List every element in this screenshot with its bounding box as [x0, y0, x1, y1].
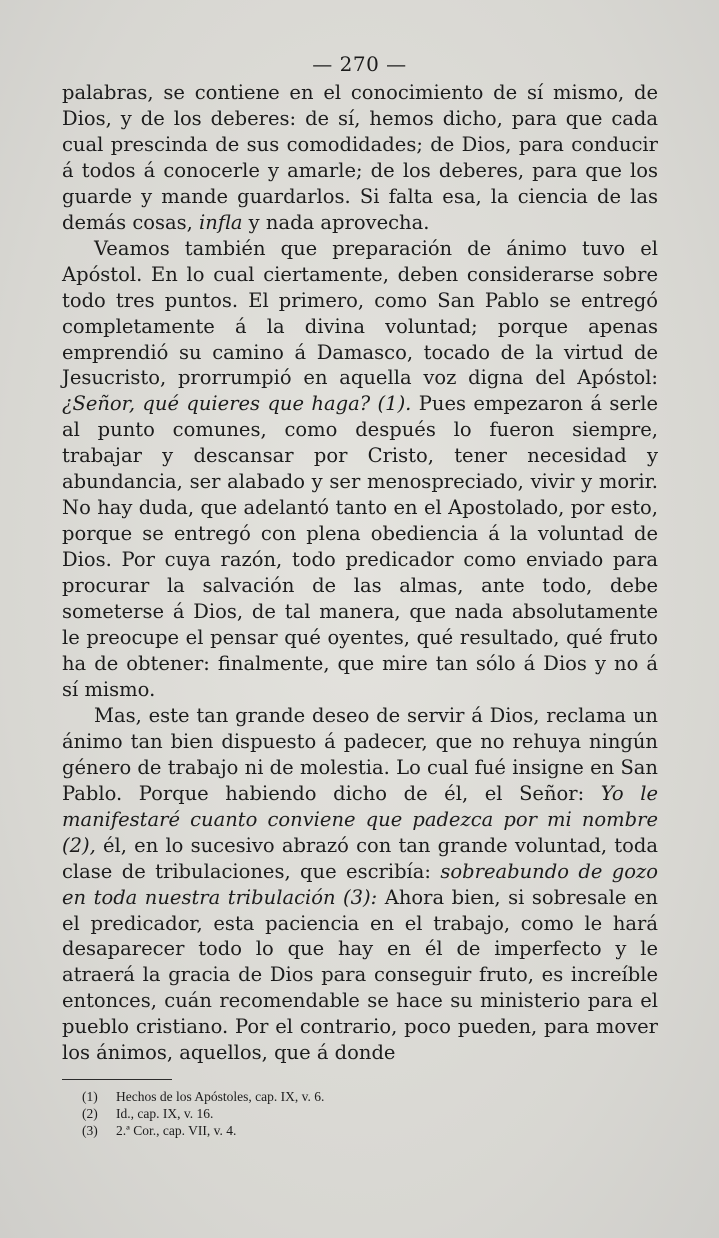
paragraph-1-text: palabras, se contiene en el conocimiento de sí mismo, de Dios, y de los deberes: de sí, hemos dicho, para que cada cual prescinda de sus comodidades; de Dios, para conducir á todos á conocerle y amarle; de los deberes, para que los guarde y mande guardarlos. Si falta esa, la ciencia de las demás cosas, — [62, 81, 658, 234]
paragraph-2-italic: ¿Señor, qué quieres que haga? (1). — [62, 392, 412, 416]
footnote-3 — [82, 1122, 642, 1139]
paragraph-3-italic-quote-1: Yo le manifestaré cuanto conviene que padezca por mi nombre (2), — [62, 781, 658, 857]
paragraph-2-end: Pues empezaron á serle al punto comunes, como después lo fueron siempre, trabajar y descansar por Cristo, tener necesidad y abundancia, ser alabado y ser menospreciado, vivir y morir. No hay duda, que adelantó tanto en el Apostolado, por esto, porque se entregó con plena obediencia á la voluntad de Dios. Por cuya razón, todo predicador como enviado para procurar la salvación de las almas, ante todo, debe someterse á Dios, de tal manera, que nada absolutamente le preocupe el pensar qué oyentes, qué resultado, qué fruto ha de obtener: finalmente, que mire tan sólo á Dios y no á sí mismo. — [62, 392, 658, 701]
footnote-3-mark: (3) — [82, 1123, 98, 1138]
paragraph-3-text: Mas, este tan grande deseo de servir á Dios, reclama un ánimo tan bien dispuesto á padecer, que no rehuya ningún género de trabajo ni de molestia. Lo cual fué insigne en San Pablo. Porque habiendo dicho de él, el Señor: — [62, 703, 658, 805]
paragraph-1-italic: infla — [199, 210, 243, 234]
paragraph-2 — [62, 236, 658, 703]
footnote-3-text: 2.ª Cor., cap. VII, v. 4. — [116, 1123, 237, 1138]
footnotes — [82, 1088, 642, 1139]
footnote-1-mark: (1) — [82, 1089, 98, 1104]
page-number: — 270 — — [312, 52, 407, 76]
footnote-2-mark: (2) — [82, 1106, 98, 1121]
paragraph-3-mid: él, en lo sucesivo abrazó con tan grande voluntad, toda clase de tribulaciones, que escribía: — [62, 833, 658, 883]
footnote-1 — [82, 1088, 642, 1105]
paragraph-3-italic-quote-2: sobreabundo de gozo en toda nuestra tribulación (3): — [62, 859, 658, 909]
paragraph-2-text: Veamos también que preparación de ánimo tuvo el Apóstol. En lo cual ciertamente, deben considerarse sobre todo tres puntos. El primero, como San Pablo se entregó completamente á la divina voluntad; porque apenas emprendió su camino á Damasco, tocado de la virtud de Jesucristo, prorrumpió en aquella voz digna del Apóstol: — [62, 236, 658, 390]
footnote-2 — [82, 1105, 642, 1122]
footnote-1-text: Hechos de los Apóstoles, cap. IX, v. 6. — [116, 1089, 325, 1104]
paragraph-1 — [62, 80, 658, 236]
paragraph-1-end: y nada aprovecha. — [242, 210, 430, 234]
body-text — [62, 80, 658, 1066]
paragraph-3 — [62, 703, 658, 1066]
footnote-2-text: Id., cap. IX, v. 16. — [116, 1106, 214, 1121]
footnote-divider — [62, 1079, 172, 1080]
paragraph-3-end: Ahora bien, si sobresale en el predicador, esta paciencia en el trabajo, como le hará desaparecer todo lo que hay en él de imperfecto y le atraerá la gracia de Dios para conseguir fruto, es increíble entonces, cuán recomendable se hace su ministerio para el pueblo cristiano. Por el contrario, poco pueden, para mover los ánimos, aquellos, que á donde — [62, 885, 658, 1065]
